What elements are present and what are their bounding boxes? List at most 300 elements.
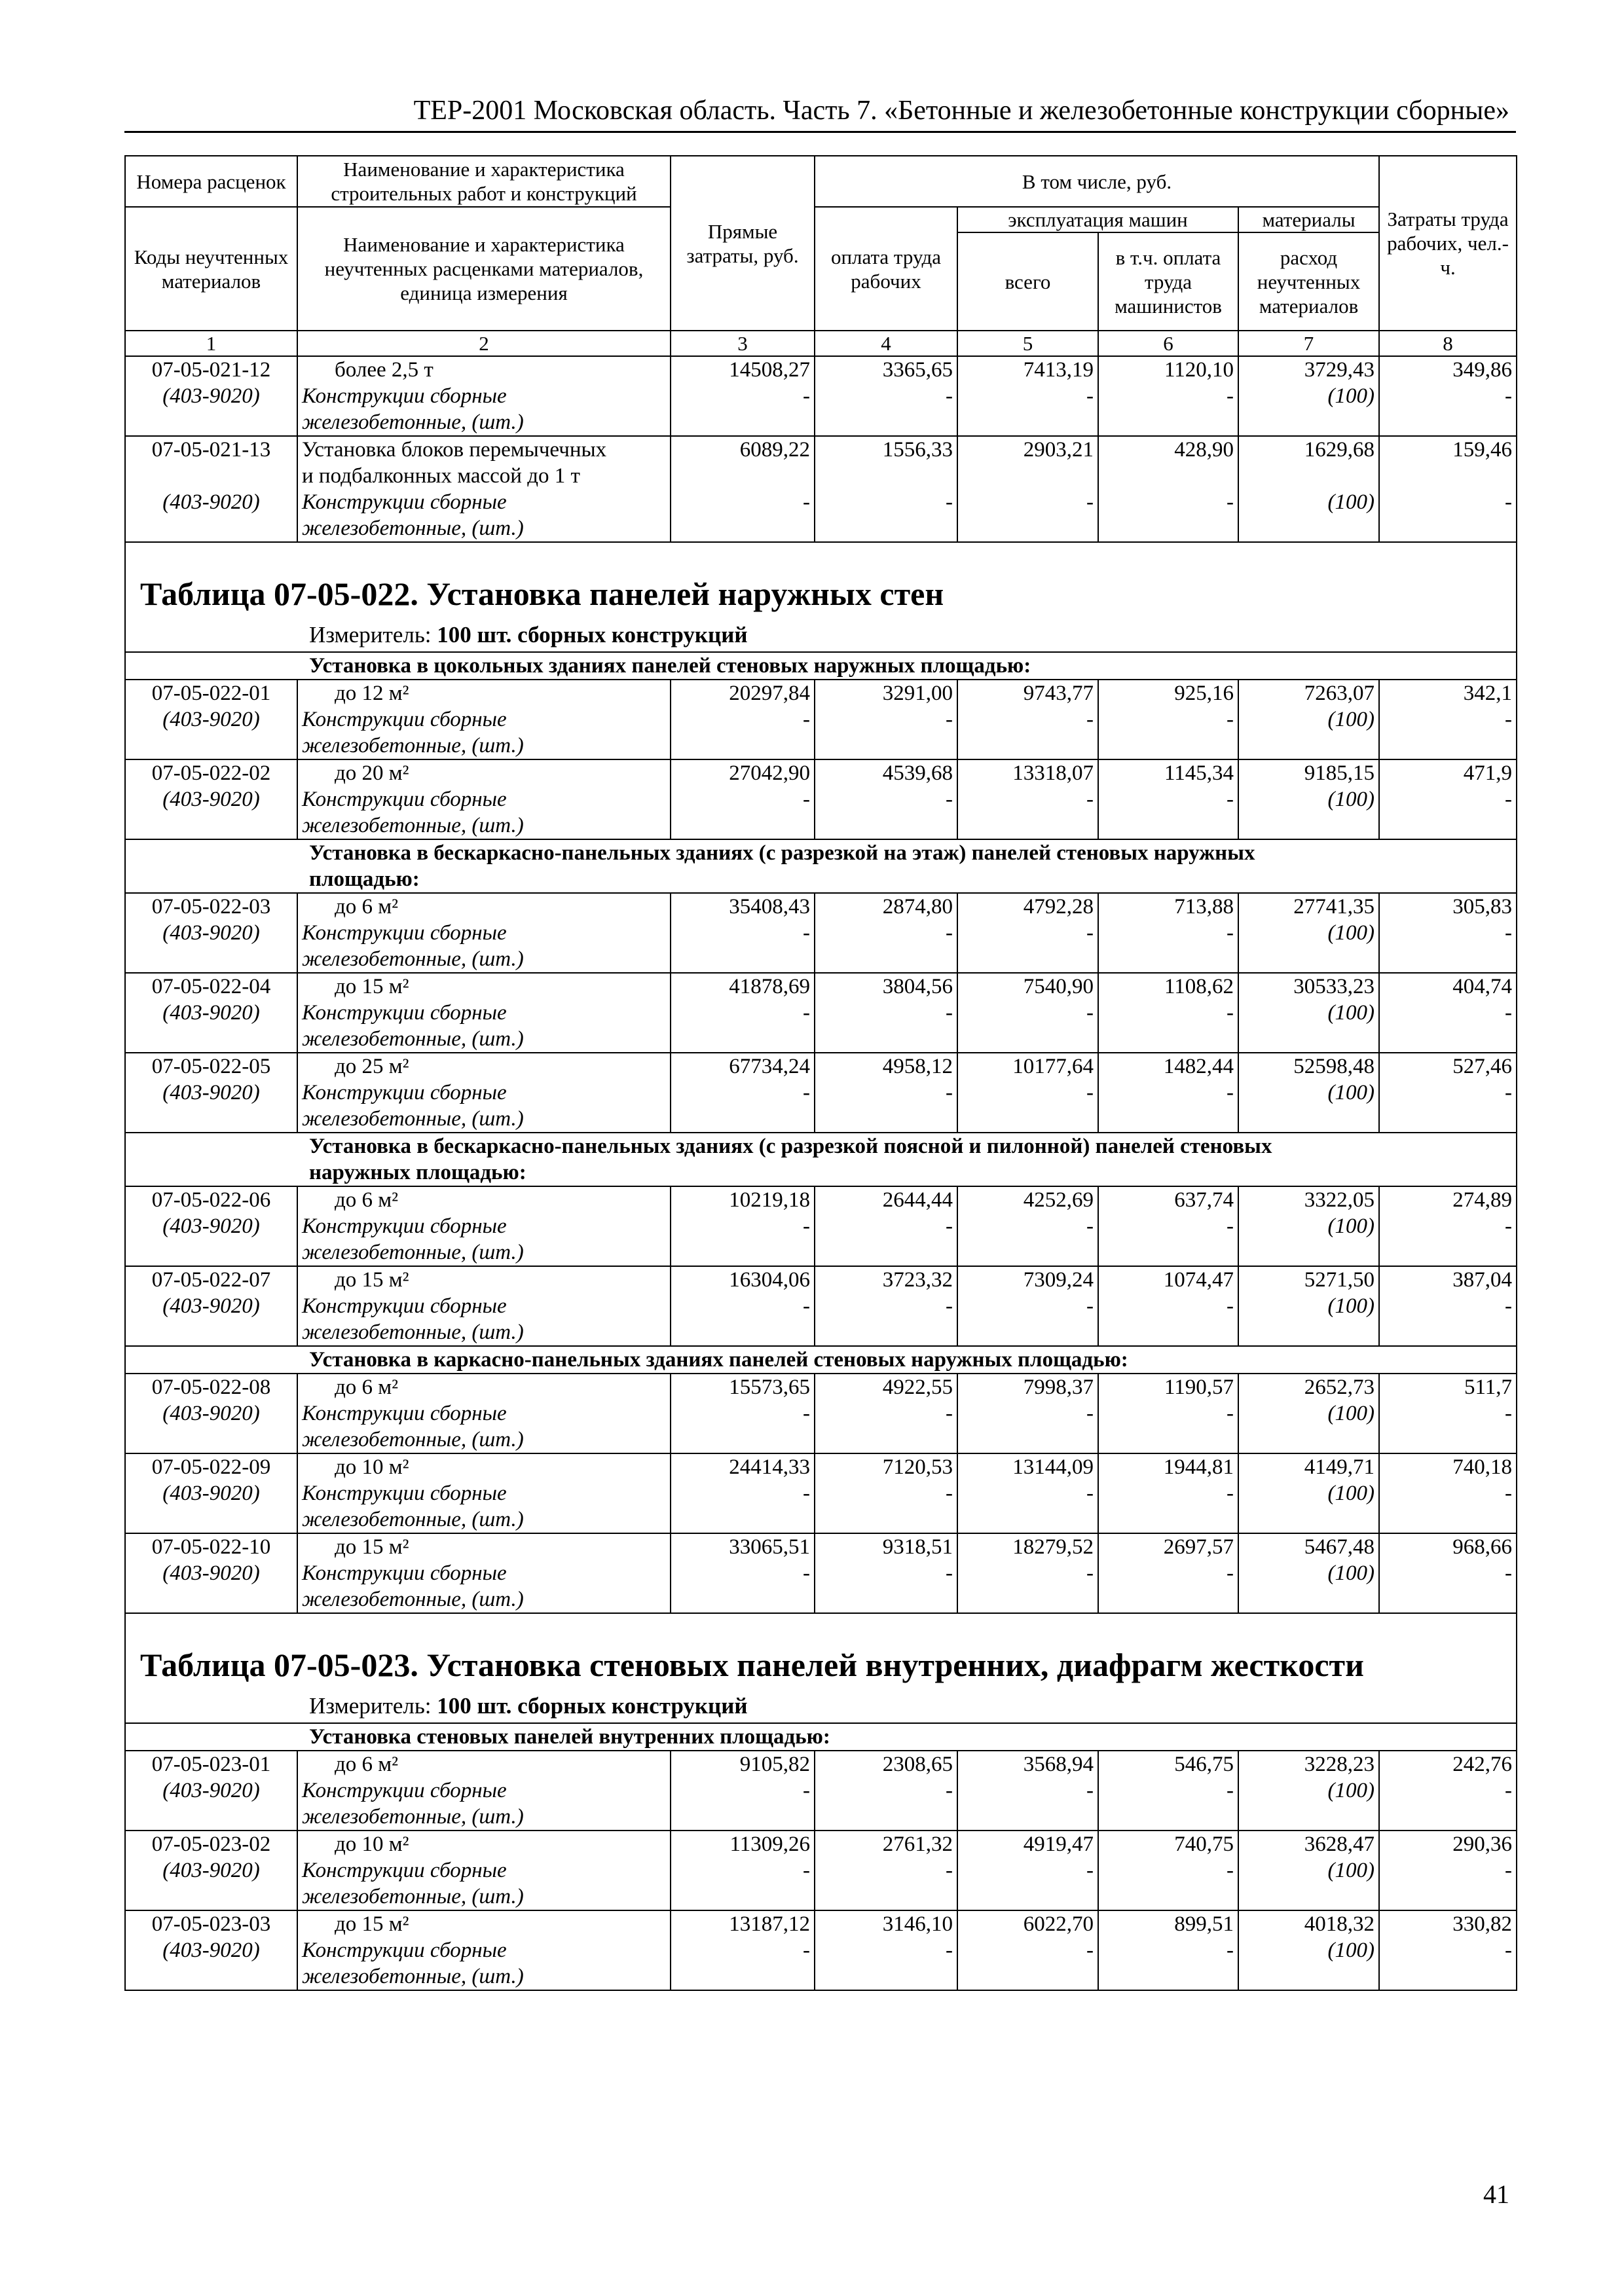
empty-cell (1098, 1106, 1238, 1133)
norm-code: 07-05-023-01 (125, 1751, 297, 1777)
value-cell: 30533,23 (1238, 973, 1379, 1000)
empty-cell (125, 1319, 297, 1346)
dash-cell: - (671, 1000, 815, 1026)
material-row-cont (125, 515, 1517, 542)
value-cell: 1629,68 (1238, 436, 1379, 489)
material-code: (403-9020) (125, 920, 297, 946)
material-name: Конструкции сборные (297, 1857, 671, 1884)
material-code: (403-9020) (125, 489, 297, 515)
value-cell: 428,90 (1098, 436, 1238, 489)
dash-cell: - (1098, 383, 1238, 409)
empty-cell (1379, 1586, 1517, 1613)
empty-cell (671, 1506, 815, 1533)
section-heading-row (125, 1723, 1517, 1751)
work-name (297, 436, 671, 489)
dash-cell: - (957, 786, 1098, 812)
empty-cell (125, 1106, 297, 1133)
value-cell: 14508,27 (671, 356, 815, 383)
measure-unit (125, 1690, 1517, 1723)
empty-cell (1098, 1884, 1238, 1910)
dash-cell: - (815, 1937, 957, 1963)
table-title-row (125, 542, 1517, 619)
norm-code: 07-05-021-13 (125, 436, 297, 489)
measure-label: Измеритель: (309, 1693, 437, 1719)
empty-cell (815, 1106, 957, 1133)
material-name: Конструкции сборные (297, 1000, 671, 1026)
dash-cell: - (671, 1293, 815, 1319)
empty-cell (1238, 1319, 1379, 1346)
value-cell: 274,89 (1379, 1186, 1517, 1213)
section-heading (125, 1133, 1517, 1186)
value-cell: 41878,69 (671, 973, 815, 1000)
material-qty: (100) (1238, 1560, 1379, 1586)
norm-code: 07-05-022-09 (125, 1453, 297, 1480)
empty-cell (1238, 1427, 1379, 1453)
column-number-row (125, 331, 1517, 356)
dash-cell: - (815, 1080, 957, 1106)
table-row (125, 1533, 1517, 1560)
dash-cell: - (1379, 1213, 1517, 1239)
material-code: (403-9020) (125, 1213, 297, 1239)
section-heading (125, 1723, 1517, 1751)
empty-cell (957, 1804, 1098, 1831)
work-name-text: до 6 м² (335, 895, 399, 919)
dash-cell: - (1379, 1560, 1517, 1586)
material-row (125, 1400, 1517, 1427)
empty-cell (1379, 946, 1517, 973)
section-heading-line: Установка в каркасно-панельных зданиях панелей стеновых наружных площадью: (309, 1348, 1128, 1372)
work-name (297, 893, 671, 920)
empty-cell (671, 1319, 815, 1346)
table-row (125, 436, 1517, 489)
material-qty: (100) (1238, 1777, 1379, 1804)
table-row (125, 1374, 1517, 1400)
dash-cell: - (1098, 1293, 1238, 1319)
value-cell: 1145,34 (1098, 759, 1238, 786)
measure-row (125, 619, 1517, 652)
work-name-text: до 6 м² (335, 1188, 399, 1212)
table-title-row (125, 1613, 1517, 1690)
value-cell: 5271,50 (1238, 1266, 1379, 1293)
empty-cell (125, 812, 297, 839)
value-cell: 349,86 (1379, 356, 1517, 383)
empty-cell (815, 1427, 957, 1453)
value-cell: 2652,73 (1238, 1374, 1379, 1400)
empty-cell (125, 515, 297, 542)
value-cell: 3568,94 (957, 1751, 1098, 1777)
material-row-cont (125, 1239, 1517, 1266)
measure-row (125, 1690, 1517, 1723)
col-head-work-name: Наименование и характеристика строительных работ и конструкций (297, 156, 671, 207)
dash-cell: - (957, 1777, 1098, 1804)
value-cell: 10219,18 (671, 1186, 815, 1213)
value-cell: 7540,90 (957, 973, 1098, 1000)
material-name: Конструкции сборные (297, 786, 671, 812)
dash-cell: - (957, 1560, 1098, 1586)
empty-cell (671, 1586, 815, 1613)
empty-cell (671, 1106, 815, 1133)
material-row-cont (125, 1963, 1517, 1990)
material-name-cont: железобетонные, (шт.) (297, 1427, 671, 1453)
dash-cell: - (1098, 1213, 1238, 1239)
table-row (125, 1266, 1517, 1293)
value-cell: 1120,10 (1098, 356, 1238, 383)
empty-cell (1098, 1319, 1238, 1346)
table-row (125, 1186, 1517, 1213)
material-name-cont: железобетонные, (шт.) (297, 1963, 671, 1990)
empty-cell (671, 409, 815, 436)
value-cell: 1944,81 (1098, 1453, 1238, 1480)
empty-cell (815, 1506, 957, 1533)
material-row (125, 786, 1517, 812)
value-cell: 4792,28 (957, 893, 1098, 920)
dash-cell: - (957, 1480, 1098, 1506)
material-name-cont: железобетонные, (шт.) (297, 1319, 671, 1346)
value-cell: 4919,47 (957, 1831, 1098, 1857)
value-cell: 3228,23 (1238, 1751, 1379, 1777)
material-name-cont: железобетонные, (шт.) (297, 1026, 671, 1053)
value-cell: 5467,48 (1238, 1533, 1379, 1560)
work-name-text: до 10 м² (335, 1455, 409, 1479)
dash-cell: - (1379, 1293, 1517, 1319)
work-name (297, 680, 671, 706)
material-qty: (100) (1238, 1400, 1379, 1427)
material-name-cont: железобетонные, (шт.) (297, 1239, 671, 1266)
col-head-mach-pay: в т.ч. оплата труда машинистов (1098, 232, 1238, 331)
empty-cell (1238, 1239, 1379, 1266)
dash-cell: - (815, 920, 957, 946)
column-number: 3 (671, 331, 815, 356)
dash-cell: - (815, 1213, 957, 1239)
value-cell: 4149,71 (1238, 1453, 1379, 1480)
value-cell: 27042,90 (671, 759, 815, 786)
dash-cell: - (1098, 1857, 1238, 1884)
value-cell: 27741,35 (1238, 893, 1379, 920)
empty-cell (1238, 1804, 1379, 1831)
empty-cell (815, 812, 957, 839)
value-cell: 2874,80 (815, 893, 957, 920)
dash-cell: - (1098, 1400, 1238, 1427)
material-name: Конструкции сборные (297, 1293, 671, 1319)
material-code: (403-9020) (125, 1400, 297, 1427)
empty-cell (1098, 1963, 1238, 1990)
empty-cell (1379, 812, 1517, 839)
material-name: Конструкции сборные (297, 1400, 671, 1427)
work-name (297, 1266, 671, 1293)
empty-cell (1098, 946, 1238, 973)
empty-cell (957, 409, 1098, 436)
material-name: Конструкции сборные (297, 1560, 671, 1586)
norm-code: 07-05-022-01 (125, 680, 297, 706)
material-row-cont (125, 1026, 1517, 1053)
section-heading-row (125, 1133, 1517, 1186)
dash-cell: - (1379, 1480, 1517, 1506)
material-qty: (100) (1238, 1937, 1379, 1963)
material-code: (403-9020) (125, 1937, 297, 1963)
value-cell: 925,16 (1098, 680, 1238, 706)
value-cell: 740,75 (1098, 1831, 1238, 1857)
value-cell: 10177,64 (957, 1053, 1098, 1080)
work-name-text: до 12 м² (335, 682, 409, 705)
material-row-cont (125, 946, 1517, 973)
empty-cell (1098, 1804, 1238, 1831)
work-name (297, 1053, 671, 1080)
value-cell: 24414,33 (671, 1453, 815, 1480)
material-name: Конструкции сборные (297, 383, 671, 409)
value-cell: 387,04 (1379, 1266, 1517, 1293)
empty-cell (671, 1427, 815, 1453)
value-cell: 7998,37 (957, 1374, 1098, 1400)
value-cell: 330,82 (1379, 1910, 1517, 1937)
dash-cell: - (671, 489, 815, 515)
value-cell: 4922,55 (815, 1374, 957, 1400)
empty-cell (1098, 1026, 1238, 1053)
empty-cell (1238, 812, 1379, 839)
material-row (125, 383, 1517, 409)
value-cell: 9185,15 (1238, 759, 1379, 786)
table-title: Таблица 07-05-022. Установка панелей наружных стен (125, 542, 1517, 619)
empty-cell (957, 1963, 1098, 1990)
value-cell: 305,83 (1379, 893, 1517, 920)
dash-cell: - (957, 383, 1098, 409)
empty-cell (1098, 812, 1238, 839)
column-number: 6 (1098, 331, 1238, 356)
work-name (297, 1453, 671, 1480)
empty-cell (671, 515, 815, 542)
dash-cell: - (671, 1560, 815, 1586)
table-row (125, 1053, 1517, 1080)
dash-cell: - (1379, 1937, 1517, 1963)
column-number: 2 (297, 331, 671, 356)
empty-cell (815, 1963, 957, 1990)
dash-cell: - (1098, 786, 1238, 812)
norm-code: 07-05-021-12 (125, 356, 297, 383)
material-row (125, 1080, 1517, 1106)
work-name-text: до 15 м² (335, 975, 409, 998)
dash-cell: - (815, 383, 957, 409)
value-cell: 899,51 (1098, 1910, 1238, 1937)
work-name (297, 1910, 671, 1937)
header-rule (124, 131, 1516, 133)
material-code: (403-9020) (125, 383, 297, 409)
empty-cell (125, 1506, 297, 1533)
norm-code: 07-05-022-02 (125, 759, 297, 786)
empty-cell (815, 1884, 957, 1910)
empty-cell (957, 1239, 1098, 1266)
dash-cell: - (1379, 383, 1517, 409)
dash-cell: - (957, 1080, 1098, 1106)
empty-cell (1379, 1506, 1517, 1533)
column-number: 1 (125, 331, 297, 356)
material-code: (403-9020) (125, 786, 297, 812)
work-name (297, 1374, 671, 1400)
material-row-cont (125, 1884, 1517, 1910)
dash-cell: - (815, 1000, 957, 1026)
empty-cell (125, 1804, 297, 1831)
section-heading-row (125, 1346, 1517, 1374)
empty-cell (1238, 1026, 1379, 1053)
col-head-workers-pay: оплата труда рабочих (815, 207, 957, 331)
empty-cell (957, 1586, 1098, 1613)
empty-cell (1238, 1963, 1379, 1990)
empty-cell (671, 1884, 815, 1910)
material-qty: (100) (1238, 786, 1379, 812)
value-cell: 4252,69 (957, 1186, 1098, 1213)
material-row (125, 1560, 1517, 1586)
empty-cell (815, 515, 957, 542)
empty-cell (815, 1586, 957, 1613)
material-name: Конструкции сборные (297, 1480, 671, 1506)
empty-cell (1379, 1804, 1517, 1831)
empty-cell (671, 733, 815, 759)
value-cell: 33065,51 (671, 1533, 815, 1560)
value-cell: 6089,22 (671, 436, 815, 489)
value-cell: 4958,12 (815, 1053, 957, 1080)
empty-cell (125, 1963, 297, 1990)
col-head-mat-consumption: расход неучтенных материалов (1238, 232, 1379, 331)
col-head-mach-total: всего (957, 232, 1098, 331)
empty-cell (815, 733, 957, 759)
col-head-mat-name: Наименование и характеристика неучтенных расценками материалов, единица измерения (297, 207, 671, 331)
material-row (125, 920, 1517, 946)
empty-cell (671, 1026, 815, 1053)
empty-cell (1238, 1106, 1379, 1133)
material-code: (403-9020) (125, 1000, 297, 1026)
measure-value: 100 шт. сборных конструкций (437, 622, 748, 647)
dash-cell: - (671, 1937, 815, 1963)
section-heading-row (125, 839, 1517, 893)
col-head-norm-codes: Номера расценок (125, 156, 297, 207)
section-heading-line: Установка в цокольных зданиях панелей стеновых наружных площадью: (309, 654, 1031, 678)
value-cell: 2644,44 (815, 1186, 957, 1213)
measure-label: Измеритель: (309, 622, 437, 647)
value-cell: 3729,43 (1238, 356, 1379, 383)
value-cell: 9105,82 (671, 1751, 815, 1777)
work-name (297, 1186, 671, 1213)
empty-cell (1238, 409, 1379, 436)
dash-cell: - (1098, 489, 1238, 515)
empty-cell (957, 812, 1098, 839)
col-head-labor: Затраты труда рабочих, чел.-ч. (1379, 156, 1517, 331)
empty-cell (125, 1026, 297, 1053)
value-cell: 1074,47 (1098, 1266, 1238, 1293)
material-code: (403-9020) (125, 1777, 297, 1804)
work-name-text-2: и подбалконных массой до 1 т (302, 464, 580, 488)
empty-cell (1379, 1026, 1517, 1053)
value-cell: 4539,68 (815, 759, 957, 786)
value-cell: 16304,06 (671, 1266, 815, 1293)
value-cell: 1556,33 (815, 436, 957, 489)
col-head-mat-codes: Коды неучтенных материалов (125, 207, 297, 331)
empty-cell (957, 946, 1098, 973)
empty-cell (1379, 733, 1517, 759)
empty-cell (1098, 409, 1238, 436)
table-row (125, 1831, 1517, 1857)
work-name-text: Установка блоков перемычечных (302, 438, 607, 462)
material-row (125, 1213, 1517, 1239)
value-cell: 7263,07 (1238, 680, 1379, 706)
empty-cell (957, 1106, 1098, 1133)
value-cell: 242,76 (1379, 1751, 1517, 1777)
rates-table (124, 155, 1517, 1991)
value-cell: 1108,62 (1098, 973, 1238, 1000)
material-name-cont: железобетонные, (шт.) (297, 1506, 671, 1533)
dash-cell: - (1098, 1777, 1238, 1804)
dash-cell: - (671, 920, 815, 946)
empty-cell (1238, 515, 1379, 542)
norm-code: 07-05-022-06 (125, 1186, 297, 1213)
dash-cell: - (1379, 1777, 1517, 1804)
empty-cell (815, 1319, 957, 1346)
section-heading (125, 839, 1517, 893)
empty-cell (1379, 409, 1517, 436)
section-heading-line: площадью: (309, 867, 420, 891)
section-heading-row (125, 652, 1517, 680)
material-row (125, 1480, 1517, 1506)
material-qty: (100) (1238, 706, 1379, 733)
column-number: 5 (957, 331, 1098, 356)
value-cell: 18279,52 (957, 1533, 1098, 1560)
dash-cell: - (671, 1080, 815, 1106)
material-row-cont (125, 1106, 1517, 1133)
norm-code: 07-05-022-10 (125, 1533, 297, 1560)
material-row-cont (125, 1506, 1517, 1533)
table-row (125, 1453, 1517, 1480)
work-name (297, 759, 671, 786)
dash-cell: - (815, 1400, 957, 1427)
dash-cell: - (957, 1293, 1098, 1319)
work-name-text: до 15 м² (335, 1535, 409, 1559)
empty-cell (1238, 1506, 1379, 1533)
value-cell: 546,75 (1098, 1751, 1238, 1777)
material-name-cont: железобетонные, (шт.) (297, 1106, 671, 1133)
value-cell: 9318,51 (815, 1533, 957, 1560)
table-row (125, 973, 1517, 1000)
value-cell: 968,66 (1379, 1533, 1517, 1560)
empty-cell (671, 1239, 815, 1266)
value-cell: 2697,57 (1098, 1533, 1238, 1560)
section-heading-line: наружных площадью: (309, 1161, 526, 1184)
section-heading-line: Установка в бескаркасно-панельных зданиях (с разрезкой поясной и пилонной) панелей стеновых (309, 1135, 1272, 1158)
value-cell: 15573,65 (671, 1374, 815, 1400)
work-name-text: до 6 м² (335, 1753, 399, 1776)
value-cell: 9743,77 (957, 680, 1098, 706)
value-cell: 3804,56 (815, 973, 957, 1000)
dash-cell: - (1379, 786, 1517, 812)
empty-cell (671, 812, 815, 839)
material-name-cont: железобетонные, (шт.) (297, 409, 671, 436)
work-name-text: до 15 м² (335, 1268, 409, 1292)
col-head-direct-costs: Прямые затраты, руб. (671, 156, 815, 331)
dash-cell: - (1098, 1480, 1238, 1506)
value-cell: 3365,65 (815, 356, 957, 383)
empty-cell (1379, 1106, 1517, 1133)
empty-cell (1238, 1884, 1379, 1910)
dash-cell: - (1379, 706, 1517, 733)
material-qty: (100) (1238, 1080, 1379, 1106)
header-row-1 (125, 156, 1517, 207)
running-header: ТЕР-2001 Московская область. Часть 7. «Бетонные и железобетонные конструкции сборные» (413, 96, 1509, 126)
empty-cell (1238, 1586, 1379, 1613)
material-row-cont (125, 1319, 1517, 1346)
value-cell: 527,46 (1379, 1053, 1517, 1080)
dash-cell: - (957, 1857, 1098, 1884)
empty-cell (1379, 1239, 1517, 1266)
material-name-cont: железобетонные, (шт.) (297, 733, 671, 759)
empty-cell (671, 1804, 815, 1831)
empty-cell (1238, 946, 1379, 973)
section-heading (125, 652, 1517, 680)
